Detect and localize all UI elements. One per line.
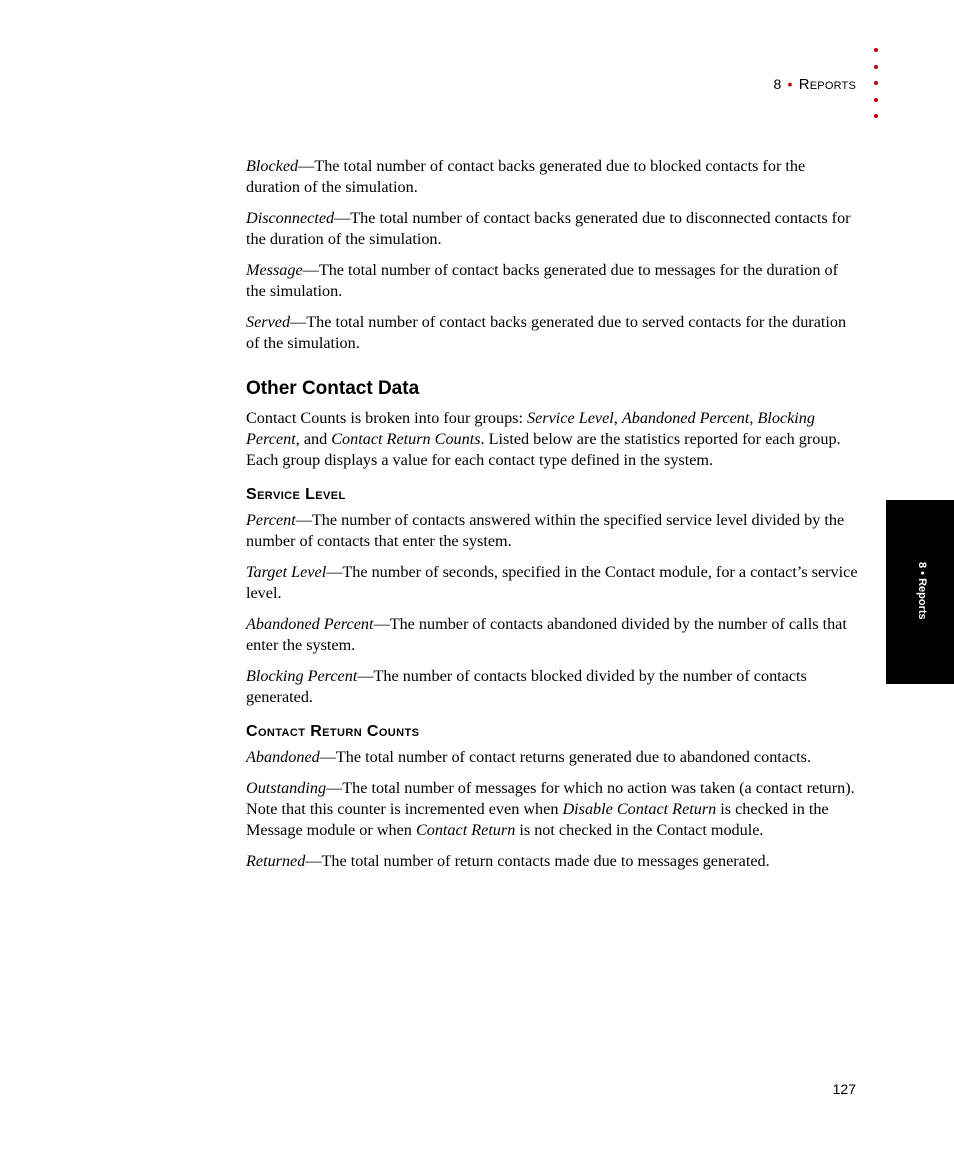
definition-disconnected: —The total number of contact backs generated due to disconnected contacts for the duration of the simulation. [246,209,851,248]
decorative-dot [874,48,878,52]
term-message: Message [246,261,303,279]
outstanding-text-2: is checked in the Message module or when [246,800,829,839]
paragraph-target-level [246,562,858,604]
side-tab-label: 8 • Reports [916,562,928,620]
term-blocking-percent: Blocking Percent [246,667,358,685]
outstanding-term-disable-contact-return: Disable Contact Return [562,800,717,818]
decorative-dot [874,98,878,102]
decorative-dot-column [874,48,880,131]
intro-text-1: Contact Counts is broken into four groups: [246,409,528,427]
term-abandoned-percent: Abandoned Percent [246,615,374,633]
paragraph-abandoned-percent [246,614,858,656]
term-disconnected: Disconnected [246,209,335,227]
definition-percent: —The number of contacts answered within the specified service level divided by the number of contacts that enter the system. [246,511,845,550]
definition-abandoned: —The total number of contact returns generated due to abandoned contacts. [319,748,812,766]
paragraph-returned [246,851,858,872]
term-target-level: Target Level [246,563,327,581]
definition-target-level: —The number of seconds, specified in the Contact module, for a contact’s service level. [246,563,858,602]
definition-abandoned-percent: —The number of contacts abandoned divided by the number of calls that enter the system. [246,615,847,654]
decorative-dot [874,81,878,85]
term-percent: Percent [246,511,296,529]
paragraph-blocked [246,156,858,198]
term-abandoned: Abandoned [246,748,320,766]
intro-text-4: , and [295,430,332,448]
intro-text-2: , [613,409,622,427]
paragraph-contact-counts-intro [246,408,858,471]
page-number: 127 [832,1081,856,1097]
outstanding-term-contact-return: Contact Return [415,821,516,839]
paragraph-disconnected [246,208,858,250]
paragraph-message [246,260,858,302]
running-header [773,76,856,93]
paragraph-served [246,312,858,354]
term-served: Served [246,313,291,331]
definition-returned: —The total number of return contacts made due to messages generated. [305,852,770,870]
header-bullet: • [787,76,793,92]
term-outstanding: Outstanding [246,779,327,797]
paragraph-abandoned [246,747,858,768]
intro-text-5: . Listed below are the statistics reported for each group. Each group displays a value for each contact type defined in the system. [246,430,841,469]
chapter-side-tab [886,500,954,684]
intro-term-abandoned-percent: Abandoned Percent [621,409,750,427]
term-returned: Returned [246,852,306,870]
decorative-dot [874,114,878,118]
intro-term-service-level: Service Level [527,409,614,427]
intro-term-blocking-percent: Blocking Percent [246,409,815,448]
definition-served: —The total number of contact backs generated due to served contacts for the duration of the simulation. [246,313,847,352]
paragraph-outstanding [246,778,858,841]
definition-blocking-percent: —The number of contacts blocked divided by the number of contacts generated. [246,667,807,706]
header-chapter-number: 8 [773,76,782,92]
heading-other-contact-data: Other Contact Data [246,378,420,399]
decorative-dot [874,65,878,69]
heading-service-level: Service Level [246,486,346,503]
paragraph-percent [246,510,858,552]
outstanding-text-1: —The total number of messages for which no action was taken (a contact return). Note that this counter is incremented even when [246,779,855,818]
definition-blocked: —The total number of contact backs generated due to blocked contacts for the duration of the simulation. [246,157,806,196]
page-content [246,156,858,882]
outstanding-text-3: is not checked in the Contact module. [515,821,764,839]
definition-message: —The total number of contact backs generated due to messages for the duration of the simulation. [246,261,838,300]
header-chapter-title: Reports [798,76,856,93]
intro-text-3: , [749,409,758,427]
intro-term-contact-return-counts: Contact Return Counts [331,430,481,448]
heading-contact-return-counts: Contact Return Counts [246,723,420,740]
paragraph-blocking-percent [246,666,858,708]
term-blocked: Blocked [246,157,299,175]
